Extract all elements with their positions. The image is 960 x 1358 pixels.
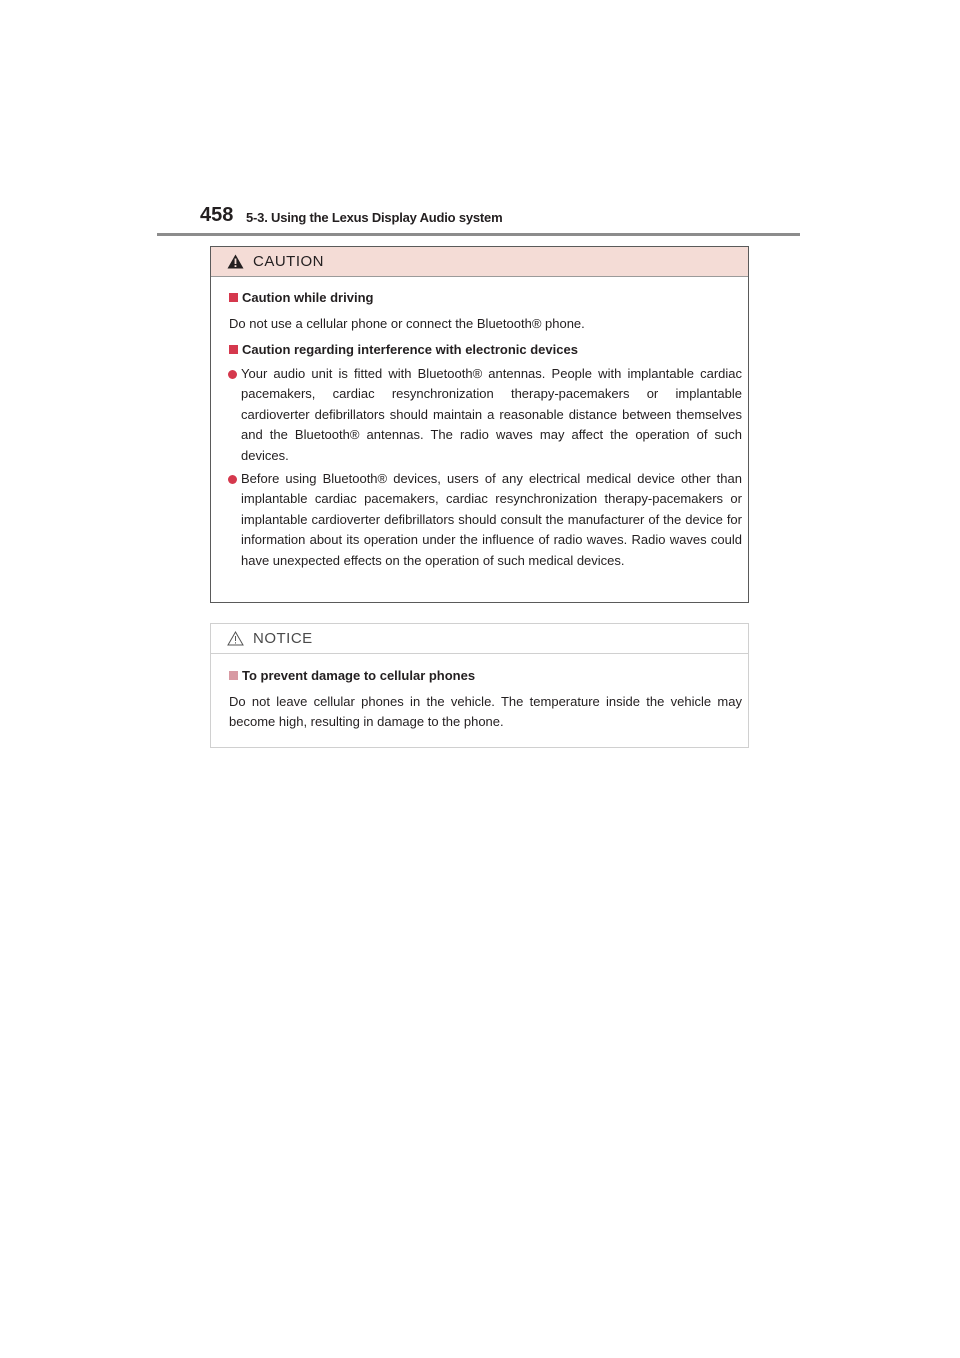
caution-header <box>211 247 748 277</box>
notice-header <box>211 624 748 654</box>
notice-heading-phones: To prevent damage to cellular phones <box>229 666 742 686</box>
caution-title: CAUTION <box>253 253 324 270</box>
warning-triangle-icon <box>227 254 244 269</box>
square-bullet-icon <box>229 671 238 680</box>
round-bullet-icon <box>228 370 237 379</box>
square-bullet-icon <box>229 293 238 302</box>
caution-heading-interference: Caution regarding interference with electronic devices <box>229 340 742 360</box>
round-bullet-icon <box>228 475 237 484</box>
notice-box <box>210 623 749 748</box>
warning-triangle-outline-icon <box>227 631 244 646</box>
header-rule <box>157 233 800 236</box>
page-number: 458 <box>200 204 234 226</box>
caution-text-driving: Do not use a cellular phone or connect the Bluetooth® phone. <box>229 316 585 331</box>
square-bullet-icon <box>229 345 238 354</box>
caution-heading-driving: Caution while driving <box>229 288 742 308</box>
caution-box <box>210 246 749 603</box>
notice-text-phones: Do not leave cellular phones in the vehicle. The temperature inside the vehicle may become high, resulting in damage to the phone. <box>229 694 742 730</box>
caution-bullet-1 <box>241 364 742 466</box>
caution-bullet-1-text: Your audio unit is fitted with Bluetooth® antennas. People with implantable cardiac pacemakers, cardiac resynchronization therapy-pacemakers or implantable cardioverter defibrillators should maintain a reasonable distance between themselves and the Bluetooth® antennas. The radio waves may affect the operation of such devices. <box>241 366 742 463</box>
caution-bullet-2-text: Before using Bluetooth® devices, users of any electrical medical device other than implantable cardiac pacemakers, cardiac resynchronization therapy-pacemakers or implantable cardioverter defibrillators should consult the manufacturer of the device for information about its operation under the influence of radio waves. Radio waves could have unexpected effects on the operation of such medical devices. <box>241 471 742 568</box>
caution-bullet-2 <box>241 469 742 571</box>
section-title: 5-3. Using the Lexus Display Audio system <box>246 210 503 225</box>
notice-title: NOTICE <box>253 630 313 647</box>
